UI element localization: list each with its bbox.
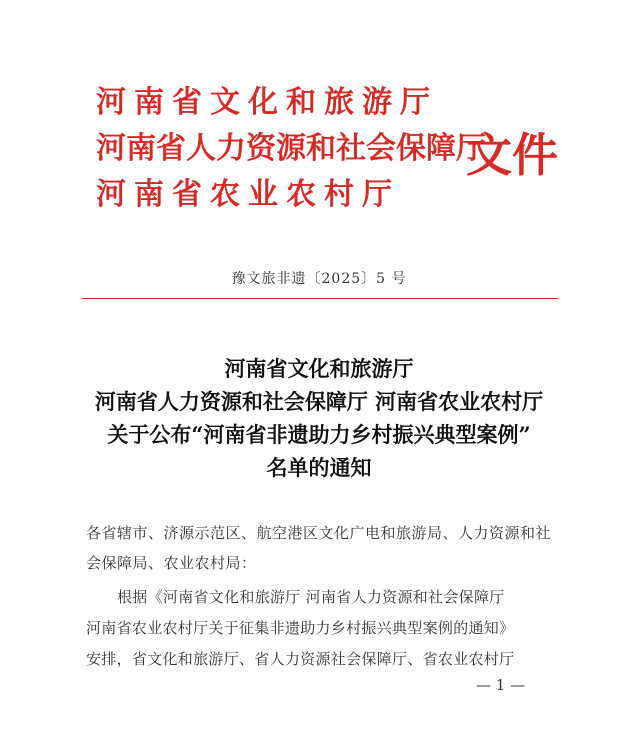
- issuer-agriculture: 河南省农业农村厅: [96, 177, 400, 212]
- body-paragraph: [86, 582, 564, 675]
- title-line: 名单的通知: [266, 455, 372, 480]
- issuer-culture-tourism: 河南省文化和旅游厅: [96, 85, 438, 120]
- title-line: 河南省文化和旅游厅: [224, 356, 414, 381]
- issuer-human-resources: 河南省人力资源和社会保障厅: [96, 131, 486, 166]
- issuing-authorities: [96, 80, 486, 218]
- red-divider: [82, 298, 558, 299]
- page-number: — 1 —: [476, 676, 526, 694]
- body-line: 根据《河南省文化和旅游厅 河南省人力资源和社会保障厅: [117, 588, 505, 606]
- title-line: 关于公布“河南省非遗助力乡村振兴典型案例”: [107, 422, 531, 447]
- recipient-list: 各省辖市、济源示范区、航空港区文化广电和旅游局、人力资源和社会保障局、农业农村局：: [86, 524, 552, 572]
- body-line: 安排，省文化和旅游厅、省人力资源社会保障厅、省农业农村厅: [86, 650, 515, 668]
- title-line: 河南省人力资源和社会保障厅 河南省农业农村厅: [94, 389, 544, 414]
- document-number: 豫文旅非遗〔2025〕5 号: [231, 271, 407, 287]
- body-line: 河南省农业农村厅关于征集非遗助力乡村振兴典型案例的通知》: [86, 619, 515, 637]
- document-label: 文件: [466, 128, 558, 182]
- notice-title: [0, 352, 638, 484]
